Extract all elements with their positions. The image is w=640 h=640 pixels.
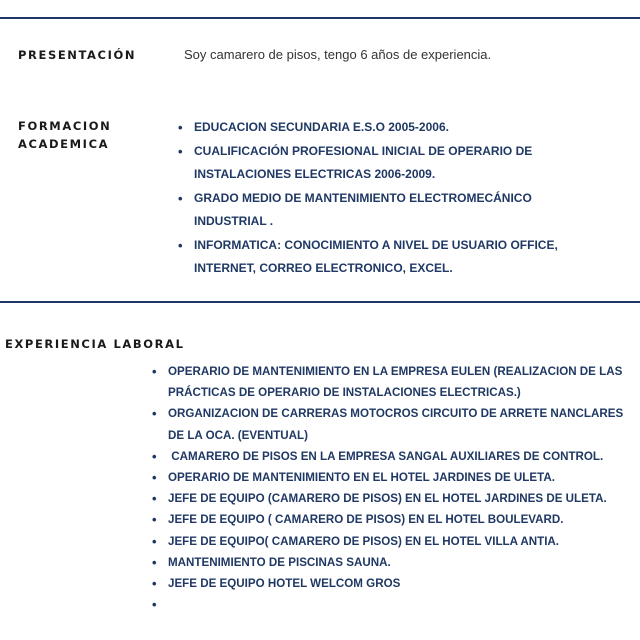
bullet-icon: • xyxy=(152,554,157,570)
list-item-text: ORGANIZACION DE CARRERAS MOTOCROS CIRCUITO DE ARRETE NANCLARES DE LA OCA. (EVENTUAL) xyxy=(168,407,624,442)
bullet-icon: • xyxy=(152,512,157,528)
top-divider xyxy=(0,17,640,19)
list-item-text: CAMARERO DE PISOS EN LA EMPRESA SANGAL AUXILIARES DE CONTROL. xyxy=(168,449,604,463)
presentacion-heading: PRESENTACIÓN xyxy=(18,48,137,62)
presentacion-text: Soy camarero de pisos, tengo 6 años de experiencia. xyxy=(184,47,492,62)
list-item-text: JEFE DE EQUIPO( CAMARERO DE PISOS) EN EL HOTEL VILLA ANTIA. xyxy=(168,534,560,548)
bullet-icon: • xyxy=(178,190,183,206)
formacion-list xyxy=(178,116,578,281)
bullet-icon: • xyxy=(152,576,157,592)
experiencia-heading: EXPERIENCIA LABORAL xyxy=(5,337,185,351)
bullet-icon: • xyxy=(152,470,157,486)
list-item-text: EDUCACION SECUNDARIA E.S.O 2005-2006. xyxy=(194,120,449,134)
bullet-icon: • xyxy=(152,406,157,422)
bullet-icon: • xyxy=(152,448,157,464)
section-divider xyxy=(0,301,640,303)
bullet-icon: • xyxy=(152,364,157,379)
bullet-icon: • xyxy=(178,237,183,253)
list-item-text: JEFE DE EQUIPO ( CAMARERO DE PISOS) EN EL HOTEL BOULEVARD. xyxy=(168,513,564,527)
list-item-text: MANTENIMIENTO DE PISCINAS SAUNA. xyxy=(168,555,391,569)
list-item xyxy=(152,594,632,615)
list-item-text: JEFE DE EQUIPO (CAMARERO DE PISOS) EN EL HOTEL JARDINES DE ULETA. xyxy=(168,492,607,506)
bullet-icon: • xyxy=(152,491,157,507)
list-item-text: GRADO MEDIO DE MANTENIMIENTO ELECTROMECÁNICO INDUSTRIAL . xyxy=(194,190,532,228)
list-item-text: OPERARIO DE MANTENIMIENTO EN EL HOTEL JARDINES DE ULETA. xyxy=(168,471,555,485)
bullet-icon: • xyxy=(152,597,157,613)
list-item xyxy=(152,467,632,488)
experiencia-list xyxy=(152,361,632,615)
bullet-icon: • xyxy=(152,533,157,549)
list-item xyxy=(152,361,632,403)
list-item-text: JEFE DE EQUIPO HOTEL WELCOM GROS xyxy=(168,577,401,591)
list-item xyxy=(178,187,578,234)
bullet-icon: • xyxy=(178,120,183,135)
list-item xyxy=(152,403,632,445)
list-item-text: INFORMATICA: CONOCIMIENTO A NIVEL DE USUARIO OFFICE, INTERNET, CORREO ELECTRONICO, EXCEL. xyxy=(194,237,558,275)
list-item xyxy=(152,488,632,509)
list-item xyxy=(152,531,632,552)
bullet-icon: • xyxy=(178,143,183,159)
formacion-heading: FORMACION ACADEMICA xyxy=(18,119,112,151)
list-item xyxy=(178,234,578,281)
list-item xyxy=(178,140,578,187)
list-item xyxy=(152,509,632,530)
list-item xyxy=(152,573,632,594)
list-item xyxy=(178,116,578,140)
list-item xyxy=(152,446,632,467)
list-item-text: CUALIFICACIÓN PROFESIONAL INICIAL DE OPERARIO DE INSTALACIONES ELECTRICAS 2006-2009. xyxy=(194,143,533,181)
list-item-text: OPERARIO DE MANTENIMIENTO EN LA EMPRESA EULEN (REALIZACION DE LAS PRÁCTICAS DE OPERARIO DE INSTALACIONES ELECTRICAS.) xyxy=(168,365,623,400)
list-item xyxy=(152,552,632,573)
